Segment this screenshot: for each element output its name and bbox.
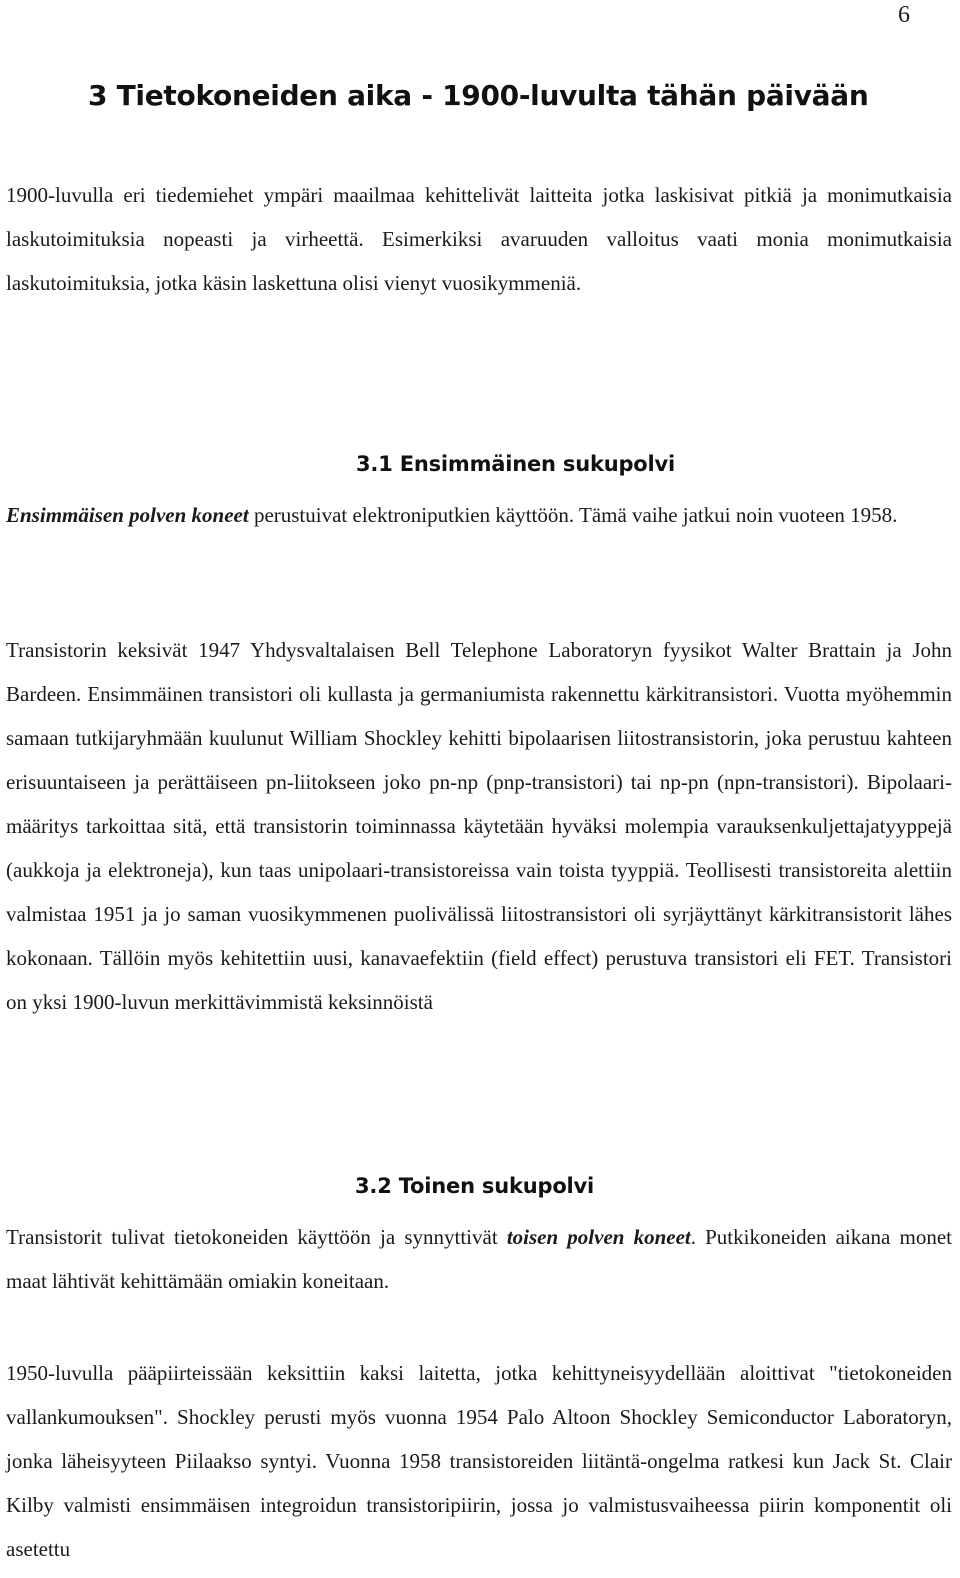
section-3-2-paragraph-2: 1950-luvulla pääpiirteissään keksittiin kaksi laitetta, jotka kehittyneisyydellään aloittivat "tietokoneiden vallankumouksen". Shockley perusti myös vuonna 1954 Palo Altoon Shockley Semiconductor Laboratoryn, jonka läheisyyteen Piilaakso syntyi. Vuonna 1958 transistoreiden liitäntä-ongelma ratkesi kun Jack St. Clair Kilby valmisti ensimmäisen integroidun transistoripiirin, jossa jo valmistusvaiheessa piirin komponentit oli asetettu [6, 1361, 952, 1561]
paragraph-text: . Putkikoneiden aikana monet maat lähtivät kehittämään omiakin koneitaan. [6, 1225, 952, 1293]
emphasis-second-generation: toisen polven koneet [506, 1225, 691, 1249]
section-3-2-paragraph-1 [6, 1215, 952, 1303]
page-number: 6 [898, 2, 910, 28]
chapter-title: 3 Tietokoneiden aika - 1900-luvulta tähän päivään [88, 79, 869, 112]
paragraph-text: perustuivat elektroniputkien käyttöön. Tämä vaihe jatkui noin vuoteen 1958. [248, 503, 898, 527]
paragraph-text: Transistorit tulivat tietokoneiden käyttöön ja synnyttivät [6, 1225, 507, 1249]
intro-paragraph: 1900-luvulla eri tiedemiehet ympäri maailmaa kehittelivät laitteita jotka laskisivat pitkiä ja monimutkaisia laskutoimituksia nopeasti ja virheettä. Esimerkiksi avaruuden valloitus vaati monia monimutkaisia laskutoimituksia, jotka käsin laskettuna olisi vienyt vuosikymmeniä. [6, 183, 952, 295]
section-3-1-paragraph-2: Transistorin keksivät 1947 Yhdysvaltalaisen Bell Telephone Laboratoryn fyysikot Walter Brattain ja John Bardeen. Ensimmäinen transistori oli kullasta ja germaniumista rakennettu kärkitransistori. Vuotta myöhemmin samaan tutkijaryhmään kuulunut William Shockley kehitti bipolaarisen liitostransistorin, joka perustuu kahteen erisuuntaiseen ja perättäiseen pn-liitokseen joko pn-np (pnp-transistori) tai np-pn (npn-transistori). Bipolaari-määritys tarkoittaa sitä, että transistorin toiminnassa käytetään hyväksi molempia varauksenkuljettajatyyppejä (aukkoja ja elektroneja), kun taas unipolaari-transistoreissa vain toista tyyppiä. Teollisesti transistoreita alettiin valmistaa 1951 ja jo saman vuosikymmenen puolivälissä liitostransistori oli syrjäyttänyt kärkitransistorit lähes kokonaan. Tällöin myös kehitettiin uusi, kanavaefektiin (field effect) perustuva transistori eli FET. Transistori on yksi 1900-luvun merkittävimmistä keksinnöistä [6, 638, 952, 1014]
section-heading-3-1: 3.1 Ensimmäinen sukupolvi [356, 452, 676, 476]
emphasis-first-generation: Ensimmäisen polven koneet [6, 503, 249, 527]
section-3-1-paragraph-1 [6, 493, 952, 537]
section-heading-3-2: 3.2 Toinen sukupolvi [355, 1174, 595, 1198]
